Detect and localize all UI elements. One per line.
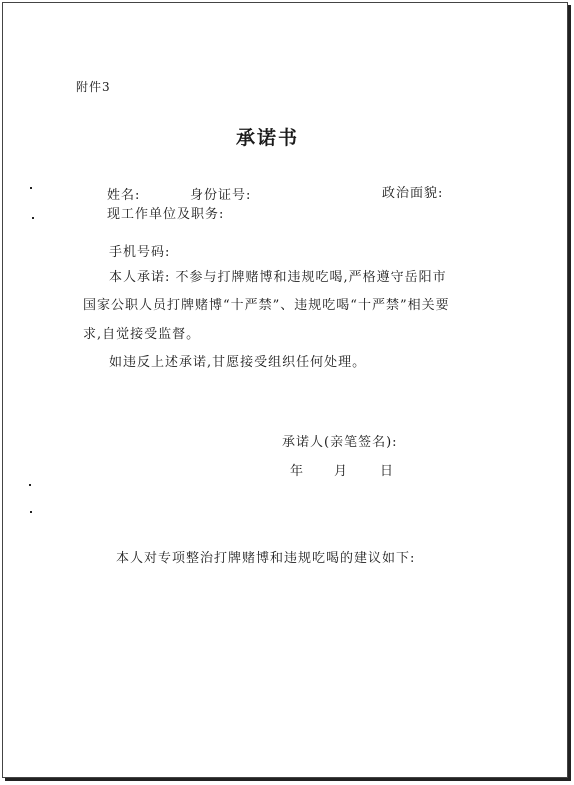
page-title: 承诺书 xyxy=(236,127,300,149)
name-label: 姓名: xyxy=(107,188,141,203)
month-label: 月 xyxy=(334,464,349,479)
document-page xyxy=(2,2,568,778)
margin-mark xyxy=(30,511,32,513)
work-unit-label: 现工作单位及职务: xyxy=(107,207,225,222)
margin-mark xyxy=(30,187,32,189)
pledge-text-line-2: 国家公职人员打牌赌博“十严禁”、违规吃喝“十严禁”相关要 xyxy=(83,298,450,313)
day-label: 日 xyxy=(380,464,395,479)
signer-label: 承诺人(亲笔签名): xyxy=(282,435,398,450)
suggestion-label: 本人对专项整治打牌赌博和违规吃喝的建议如下: xyxy=(116,551,416,566)
id-number-label: 身份证号: xyxy=(190,188,252,203)
phone-label: 手机号码: xyxy=(109,245,171,260)
political-status-label: 政治面貌: xyxy=(382,186,444,201)
margin-mark xyxy=(32,217,34,219)
pledge-text-line-3: 求,自觉接受监督。 xyxy=(83,327,201,342)
attachment-label: 附件3 xyxy=(76,80,111,94)
pledge-text-line-4: 如违反上述承诺,甘愿接受组织任何处理。 xyxy=(109,355,367,370)
pledge-text-line-1: 本人承诺: 不参与打牌赌博和违规吃喝,严格遵守岳阳市 xyxy=(109,270,447,285)
year-label: 年 xyxy=(290,464,305,479)
margin-mark xyxy=(29,484,31,486)
